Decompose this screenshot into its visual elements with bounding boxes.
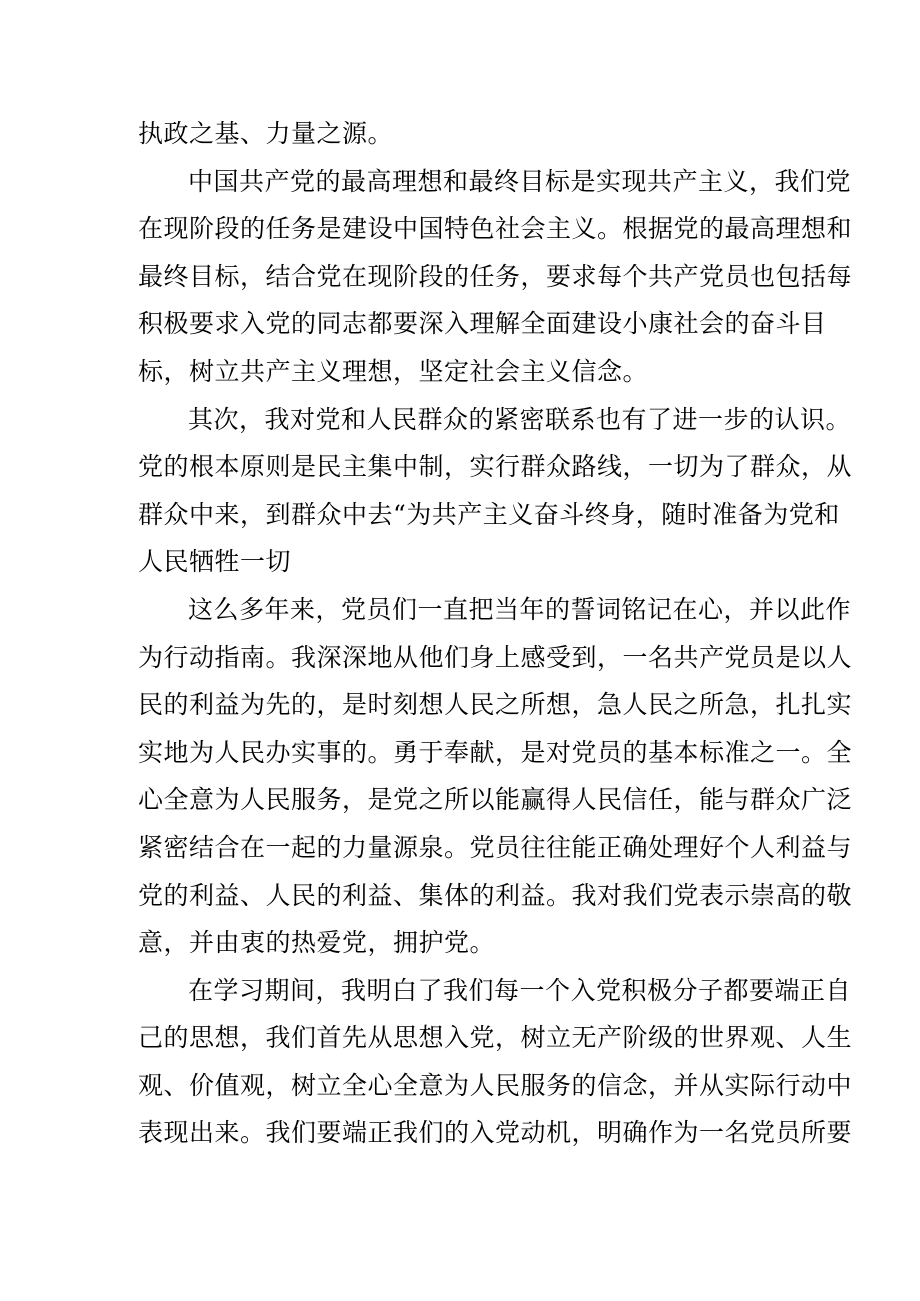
text-line: 这么多年来，党员们一直把当年的誓词铭记在心，并以此作 <box>188 594 852 624</box>
text-line: 党的利益、人民的利益、集体的利益。我对我们党表示崇高的敬 <box>138 880 853 910</box>
text-line: 紧密结合在一起的力量源泉。党员往往能正确处理好个人利益与 <box>138 832 853 862</box>
text-line: 最终目标，结合党在现阶段的任务，要求每个共产党员也包括每 <box>138 261 853 291</box>
text-line: 群众中来，到群众中去“为共产主义奋斗终身，随时准备为党和 <box>138 499 840 529</box>
text-line: 其次，我对党和人民群众的紧密联系也有了进一步的认识。 <box>188 404 852 434</box>
text-line: 中国共产党的最高理想和最终目标是实现共产主义，我们党 <box>188 166 852 196</box>
text-line: 民的利益为先的，是时刻想人民之所想，急人民之所急，扎扎实 <box>138 690 853 720</box>
text-line: 在学习期间，我明白了我们每一个入党积极分子都要端正自 <box>188 975 852 1005</box>
text-line: 实地为人民办实事的。勇于奉献，是对党员的基本标准之一。全 <box>138 737 853 767</box>
text-line: 观、价值观，树立全心全意为人民服务的信念，并从实际行动中 <box>138 1070 853 1100</box>
text-line: 心全意为人民服务，是党之所以能赢得人民信任，能与群众广泛 <box>138 785 853 815</box>
text-line: 标，树立共产主义理想，坚定社会主义信念。 <box>138 356 649 386</box>
text-line: 己的思想，我们首先从思想入党，树立无产阶级的世界观、人生 <box>138 1023 853 1053</box>
document-body <box>138 110 853 1157</box>
text-line: 意，并由衷的热爱党，拥护党。 <box>138 928 496 958</box>
text-line: 在现阶段的任务是建设中国特色社会主义。根据党的最高理想和 <box>138 214 853 244</box>
text-line: 为行动指南。我深深地从他们身上感受到，一名共产党员是以人 <box>138 642 853 672</box>
text-line: 执政之基、力量之源。 <box>138 119 394 148</box>
text-line: 表现出来。我们要端正我们的入党动机，明确作为一名党员所要 <box>138 1118 853 1148</box>
text-line: 党的根本原则是民主集中制，实行群众路线，一切为了群众，从 <box>138 452 853 482</box>
text-line: 人民牺牲一切 <box>138 547 292 577</box>
text-line: 积极要求入党的同志都要深入理解全面建设小康社会的奋斗目 <box>138 309 827 339</box>
